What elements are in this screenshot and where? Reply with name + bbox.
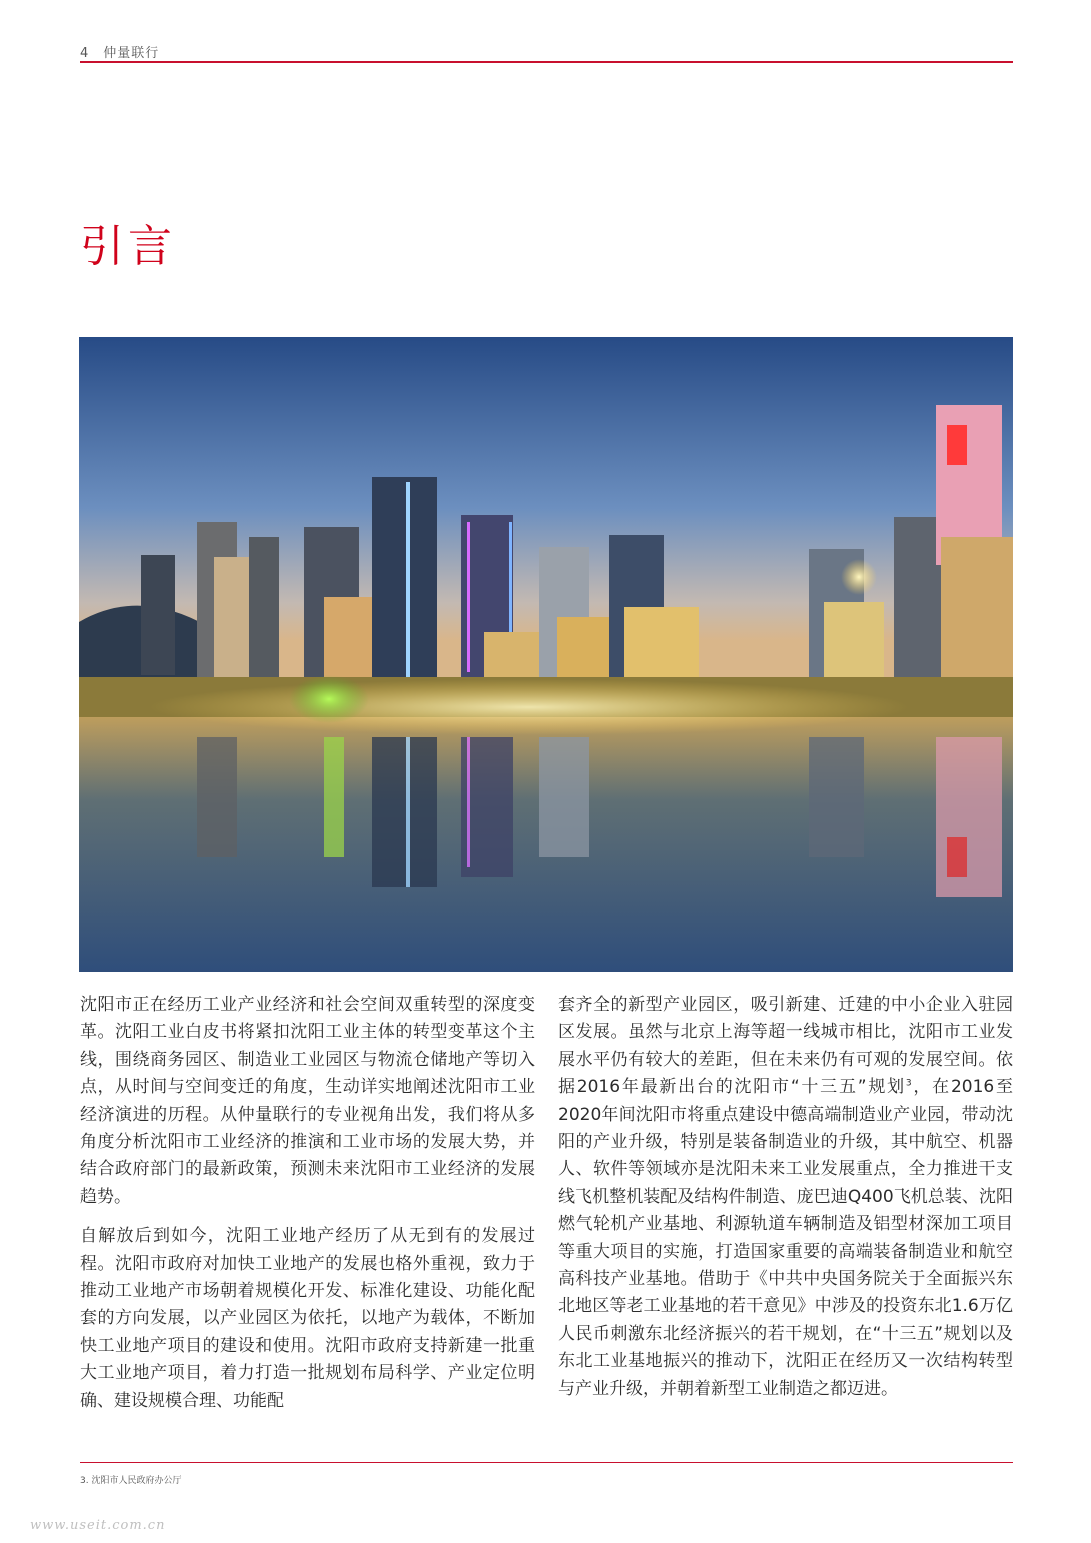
page-number: 4 [80,46,90,61]
paragraph [558,992,1013,1403]
header-divider [80,61,1013,63]
section-title: 引言 [80,221,176,273]
body-column-left [80,992,535,1427]
footnote: 3. 沈阳市人民政府办公厅 [80,1476,182,1486]
paragraph-text: 套齐全的新型产业园区，吸引新建、迁建的中小企业入驻园区发展。虽然与北京上海等超一线城市相比，沈阳市工业发展水平仍有较大的差距，但在未来仍有可观的发展空间。依据2016年最新出台的沈阳市“十三五”规划 [558,995,1013,1098]
footnote-divider [80,1462,1013,1463]
paragraph: 沈阳市正在经历工业产业经济和社会空间双重转型的深度变革。沈阳工业白皮书将紧扣沈阳工业主体的转型变革这个主线，围绕商务园区、制造业工业园区与物流仓储地产等切入点，从时间与空间变迁的角度，生动详实地阐述沈阳市工业经济演进的历程。从仲量联行的专业视角出发，我们将从多角度分析沈阳市工业经济的推演和工业市场的发展大势，并结合政府部门的最新政策，预测未来沈阳市工业经济的发展趋势。 [80,995,535,1207]
brand-name: 仲量联行 [103,46,160,61]
watermark: www.useit.com.cn [30,1518,166,1533]
body-column-right [558,992,1013,1415]
paragraph-text: ，在2016至2020年间沈阳市将重点建设中德高端制造业产业园，带动沈阳的产业升级，特别是装备制造业的升级，其中航空、机器人、软件等领域亦是沈阳未来工业发展重点，全力推进干支线飞机整机装配及结构件制造、庞巴迪Q400飞机总装、沈阳燃气轮机产业基地、利源轨道车辆制造及铝型材深加工项目等重大项目的实施，打造国家重要的高端装备制造业和航空高科技产业基地。借助于《中共中央国务院关于全面振兴东北地区等老工业基地的若干意见》中涉及的投资东北1.6万亿人民币刺激东北经济振兴的若干规划，在“十三五”规划以及东北工业基地振兴的推动下，沈阳正在经历又一次结构转型与产业升级，并朝着新型工业制造之都迈进。 [558,1077,1013,1399]
paragraph: 自解放后到如今，沈阳工业地产经历了从无到有的发展过程。沈阳市政府对加快工业地产的发展也格外重视，致力于推动工业地产市场朝着规模化开发、标准化建设、功能化配套的方向发展，以产业园区为依托，以地产为载体，不断加快工业地产项目的建设和使用。沈阳市政府支持新建一批重大工业地产项目，着力打造一批规划布局科学、产业定位明确、建设规模合理、功能配 [80,1226,535,1411]
hero-image-skyline [79,337,1013,972]
footnote-ref[interactable]: 3 [905,1078,912,1089]
